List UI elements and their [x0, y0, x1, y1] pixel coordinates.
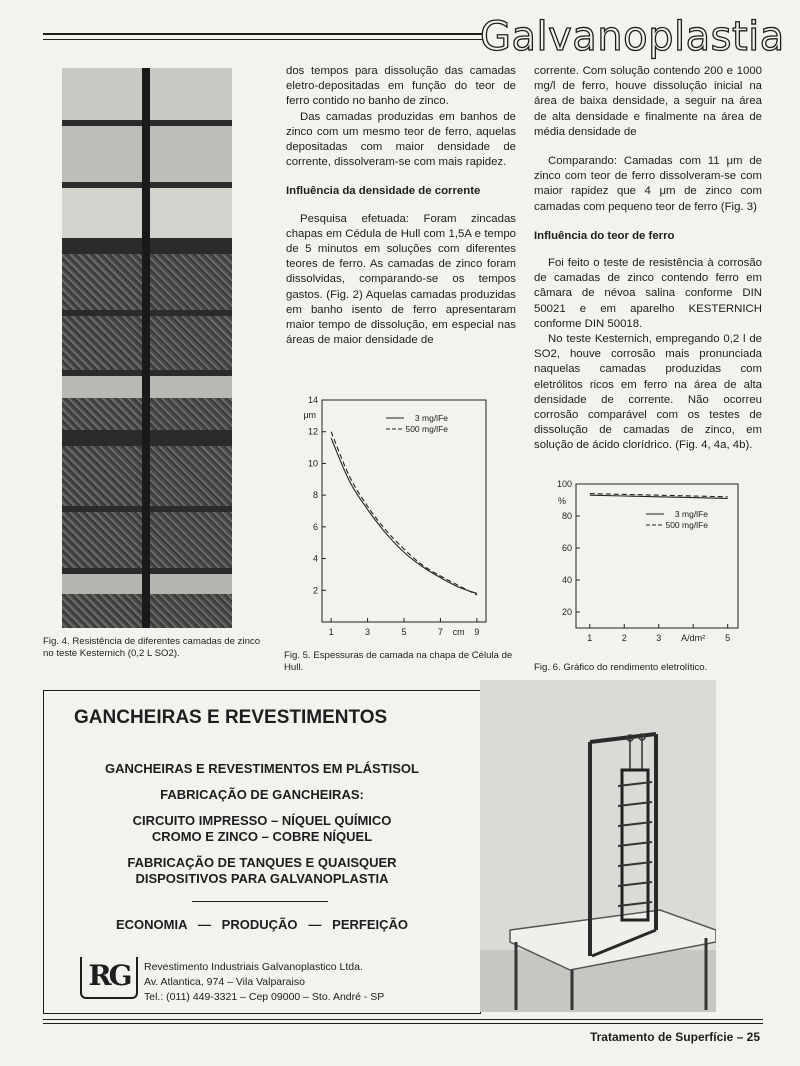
y-tick-label: 20: [561, 607, 572, 617]
y-tick-label: 60: [561, 543, 572, 553]
series-line-2: [331, 432, 477, 595]
ad-line-5: FABRICAÇÃO DE TANQUES E QUAISQUER: [127, 855, 397, 870]
col3-paragraph-1: corrente. Com solução contendo 200 e 1000 mg/l de ferro, houve dissolução inicial na área de baixa densidade, a seguir na área de alta densidade e finalmente na área de média densidade de: [534, 65, 762, 138]
text-column-3: [534, 64, 762, 454]
fig5-caption: Fig. 5. Espessuras de camada na chapa de Célula de Hull.: [284, 650, 513, 673]
col2-paragraph-3: Pesquisa efetuada: Foram zincadas chapas em Cédula de Hull com 1,5A e tempo de 5 minutos em soluções com diferentes teores de ferro. As camadas de zinco foram dissolvidas, comparando-se os tempos gastos. (Fig. 2) Aquelas camadas produzidas em banho isento de ferro apresentaram maior tempo de dissolução, em especial nas áreas de maior densidade de: [286, 212, 516, 347]
y-tick-label: 6: [312, 521, 318, 532]
y-axis-label: %: [557, 496, 566, 506]
col3-heading: Influência do teor de ferro: [534, 229, 675, 242]
page-title: Galvanoplastia: [480, 14, 785, 60]
y-tick-label: 80: [561, 511, 572, 521]
footer-text: Tratamento de Superfície – 25: [589, 1030, 760, 1044]
company-logo: RG: [80, 957, 138, 999]
ad-line-4: CROMO E ZINCO – COBRE NÍQUEL: [151, 829, 373, 844]
fig5-chart: [296, 390, 496, 642]
col2-paragraph-2: Das camadas produzidas em banhos de zinco com um mesmo teor de ferro, aquelas depositadas com maior densidade de corrente, dissolveram-se com mais rapidez.: [286, 110, 516, 169]
x-tick-label: 7: [437, 627, 443, 637]
x-tick-label: 9: [474, 627, 480, 637]
ad-slogan: ECONOMIA — PRODUÇÃO — PERFEIÇÃO: [115, 917, 409, 932]
legend-label-2: 500 mg/lFe: [665, 520, 708, 530]
fig4-photo: [62, 68, 232, 628]
legend-label-2: 500 mg/lFe: [405, 424, 448, 434]
ad-line-1: GANCHEIRAS E REVESTIMENTOS EM PLÁSTISOL: [105, 761, 419, 776]
x-tick-label: 2: [621, 633, 627, 643]
series-line-1: [331, 438, 477, 593]
col2-paragraph-1: dos tempos para dissolução das camadas eletro-depositadas em função do teor de ferro contido no banho de zinco.: [286, 65, 516, 108]
y-tick-label: 12: [307, 426, 318, 437]
ad-address: Av. Atlantica, 974 – Vila Valparaiso: [144, 976, 305, 988]
ad-line-3: CIRCUITO IMPRESSO – NÍQUEL QUÍMICO: [132, 813, 392, 828]
col3-paragraph-4: No teste Kesternich, empregando 0,2 l de SO2, houve corrosão mais pronunciada naquelas camadas produzidas com eletrólitos ricos em ferro na área de alta densidade de corrente. Não ocorreu corrosão comparável com os testes de dissolução de camadas de zinco, em solução de ácido clorídrico. (Fig. 4, 4a, 4b).: [534, 333, 762, 452]
legend-label-1: 3 mg/lFe: [414, 413, 448, 423]
header-rule-bottom: [43, 39, 483, 40]
x-tick-label: 3: [365, 627, 371, 637]
plot-frame: [576, 484, 738, 628]
x-axis-label: cm: [452, 627, 465, 637]
x-tick-label: A/dm²: [681, 633, 706, 643]
x-tick-label: 1: [328, 627, 334, 637]
ad-photo: [480, 680, 716, 1012]
y-tick-label: 4: [312, 553, 318, 564]
ad-title: GANCHEIRAS E REVESTIMENTOS: [74, 707, 388, 728]
x-tick-label: 3: [656, 633, 662, 643]
col3-paragraph-2: Comparando: Camadas com 11 μm de zinco com teor de ferro dissolveram-se com maior rapidez que 4 μm de zinco com camadas com pequeno teor de ferro (Fig. 3): [534, 155, 762, 213]
col3-paragraph-3: Foi feito o teste de resistência à corrosão de camadas de zinco contendo ferro em câmara de névoa salina conforme DIN 50021 e em aparelho KESTERNICH conforme DIN 50018.: [534, 257, 762, 330]
advertisement: [43, 690, 481, 1014]
y-tick-label: 100: [556, 479, 572, 489]
ad-divider: [192, 901, 328, 902]
header-rule-top: [43, 33, 483, 35]
fig4-caption: Fig. 4. Resistência de diferentes camadas de zinco no teste Kesternich (0,2 L SO2).: [43, 636, 261, 659]
text-column-2: [286, 64, 516, 348]
y-axis-label: μm: [303, 410, 316, 420]
ad-company: Revestimento Industriais Galvanoplastico Ltda.: [144, 961, 363, 973]
x-tick-label: 1: [587, 633, 593, 643]
x-tick-label: 5: [725, 633, 731, 643]
y-tick-label: 40: [561, 575, 572, 585]
x-tick-label: 5: [401, 627, 407, 637]
ad-phone: Tel.: (011) 449-3321 – Cep 09000 – Sto. André - SP: [144, 991, 385, 1003]
y-tick-label: 8: [312, 490, 318, 501]
ad-line-6: DISPOSITIVOS PARA GALVANOPLASTIA: [135, 871, 389, 886]
col2-heading: Influência da densidade de corrente: [286, 185, 481, 198]
legend-label-1: 3 mg/lFe: [674, 509, 708, 519]
footer-rule-2: [43, 1023, 763, 1024]
fig6-caption: Fig. 6. Gráfico do rendimento eletrolítico.: [534, 662, 708, 673]
y-tick-label: 10: [307, 458, 318, 469]
y-tick-label: 14: [307, 395, 318, 405]
fig6-chart: [546, 478, 746, 650]
ad-line-2: FABRICAÇÃO DE GANCHEIRAS:: [160, 787, 364, 802]
footer-rule-1: [43, 1019, 763, 1020]
y-tick-label: 2: [312, 585, 318, 596]
